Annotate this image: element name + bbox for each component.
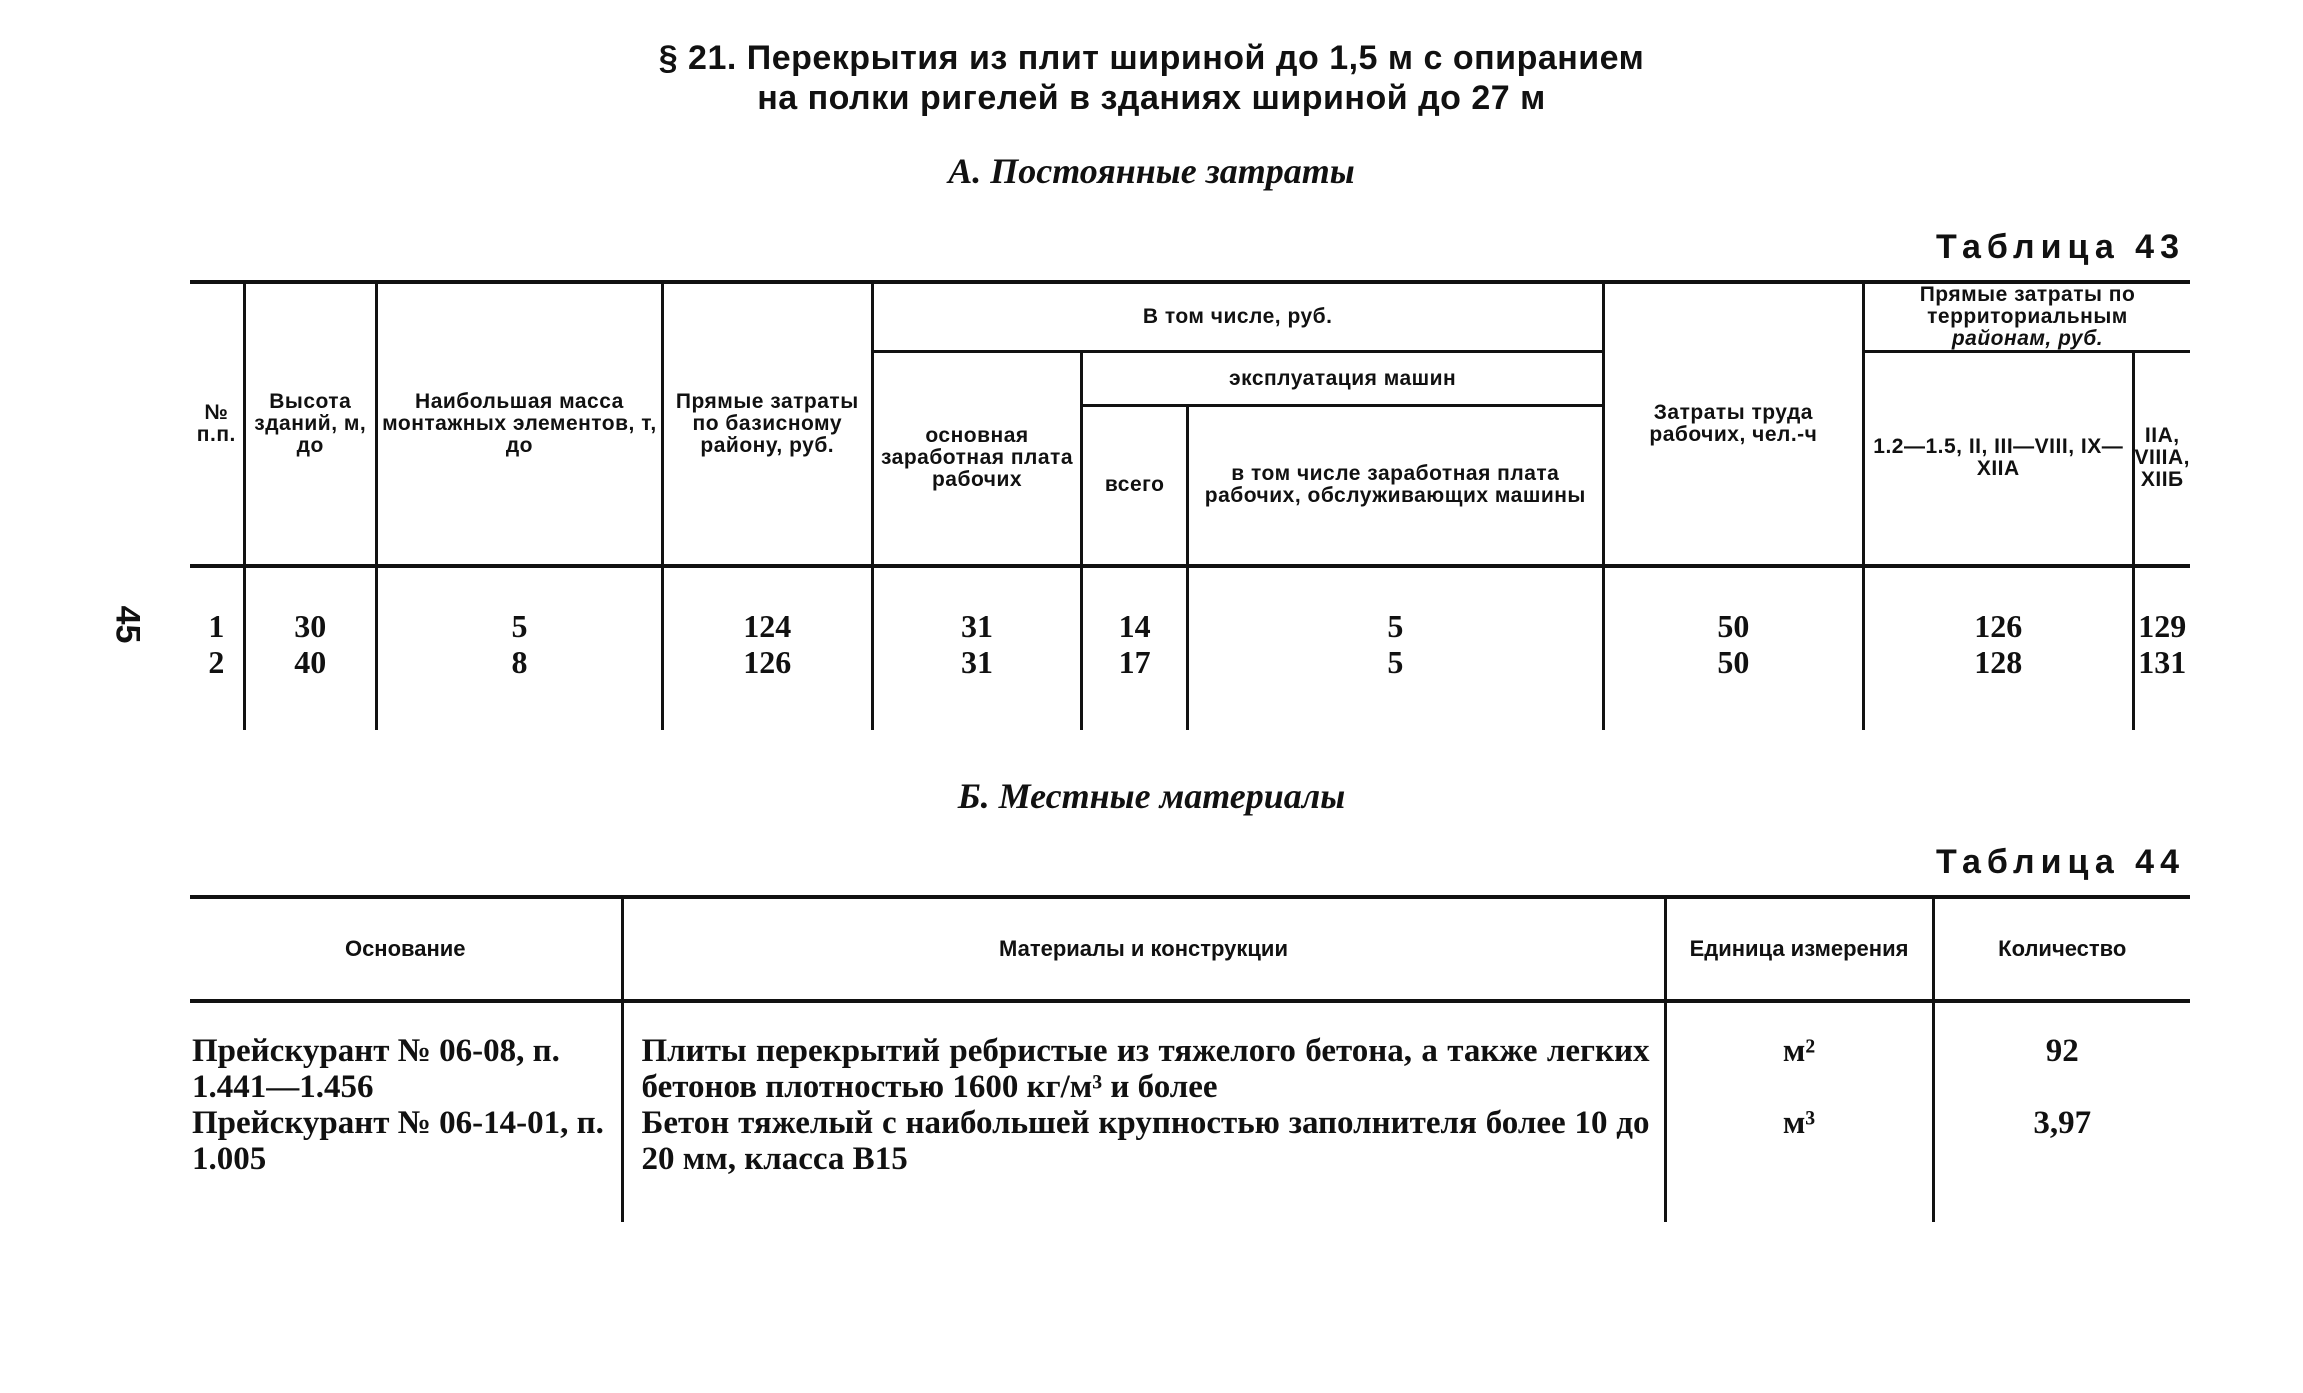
cell-labor: 50 — [1603, 566, 1863, 644]
cell-height: 30 — [244, 566, 376, 644]
cell-quantity: 3,97 — [1933, 1105, 2190, 1222]
table-row — [190, 566, 2190, 644]
section-b-heading: Б. Местные материалы — [957, 776, 1346, 816]
header-regional-line-1: Прямые затраты по территориальным — [1919, 283, 2136, 328]
header-height: Высота зданий, м, до — [244, 282, 376, 566]
cell-num: 1 — [208, 607, 225, 644]
cell-num: 2 — [208, 643, 225, 680]
header-unit: Единица измерения — [1665, 897, 1933, 1001]
cell-machine-wages: 5 — [1187, 644, 1603, 730]
header-quantity: Количество — [1933, 897, 2190, 1001]
header-machine-wages: в том числе заработная плата рабочих, обслуживающих машины — [1187, 406, 1603, 566]
cell-material: Бетон тяжелый с наибольшей крупностью заполнителя более 10 до 20 мм, класса В15 — [622, 1105, 1665, 1222]
cell-unit: м² — [1665, 1001, 1933, 1105]
cell-mass: 8 — [376, 644, 662, 730]
cell-region-2: 131 — [2133, 644, 2190, 730]
cell-direct: 126 — [663, 644, 873, 730]
header-region-group-2: IIА, VIIIА, XIIБ — [2133, 352, 2190, 566]
cell-unit: м³ — [1665, 1105, 1933, 1222]
title-line-2: на полки ригелей в зданиях шириной до 27 м — [757, 79, 1546, 117]
title-line-1: § 21. Перекрытия из плит шириной до 1,5 м с опиранием — [658, 39, 1645, 77]
cell-region-1: 126 — [1863, 566, 2133, 644]
cell-basis: Прейскурант № 06-08, п. 1.441—1.456 — [192, 1033, 560, 1105]
header-wages: основная заработная плата рабочих — [872, 352, 1082, 566]
header-direct-costs: Прямые затраты по базисному району, руб. — [663, 282, 873, 566]
cell-height: 40 — [244, 644, 376, 730]
cell-wages: 31 — [872, 566, 1082, 644]
cell-machine-total: 17 — [1082, 644, 1187, 730]
page-number: 45 — [108, 605, 147, 644]
cell-region-2: 129 — [2133, 566, 2190, 644]
table-row — [190, 644, 2190, 730]
header-num: № п.п. — [190, 282, 244, 566]
header-including: В том числе, руб. — [872, 282, 1603, 352]
cell-material: Плиты перекрытий ребристые из тяжелого бетона, а также легких бетонов плотностью 1600 кг/м³ и более — [622, 1001, 1665, 1105]
section-title — [0, 38, 2303, 118]
header-region-group-1: 1.2—1.5, II, III—VIII, IX—XIIА — [1863, 352, 2133, 566]
header-regional — [1863, 282, 2190, 352]
cell-machine-total: 14 — [1082, 566, 1187, 644]
header-labor: Затраты труда рабочих, чел.-ч — [1603, 282, 1863, 566]
cell-machine-wages: 5 — [1187, 566, 1603, 644]
table-row — [190, 1105, 2190, 1222]
cell-region-1: 128 — [1863, 644, 2133, 730]
header-basis: Основание — [190, 897, 622, 1001]
header-machine-total: всего — [1082, 406, 1187, 566]
table-43 — [190, 280, 2190, 730]
table-43-label: Таблица 43 — [1936, 228, 2185, 266]
header-regional-line-2: районам, руб. — [1951, 327, 2104, 350]
cell-basis: Прейскурант № 06-14-01, п. 1.005 — [192, 1105, 604, 1177]
header-mass: Наибольшая масса монтажных элементов, т, до — [376, 282, 662, 566]
table-row — [190, 1001, 2190, 1105]
cell-quantity: 92 — [1933, 1001, 2190, 1105]
cell-wages: 31 — [872, 644, 1082, 730]
header-machine-operation: эксплуатация машин — [1082, 352, 1603, 406]
section-a-heading: А. Постоянные затраты — [948, 151, 1355, 191]
cell-mass: 5 — [376, 566, 662, 644]
cell-labor: 50 — [1603, 644, 1863, 730]
cell-direct: 124 — [663, 566, 873, 644]
header-materials: Материалы и конструкции — [622, 897, 1665, 1001]
table-44-label: Таблица 44 — [1936, 843, 2185, 881]
table-44 — [190, 895, 2190, 1222]
